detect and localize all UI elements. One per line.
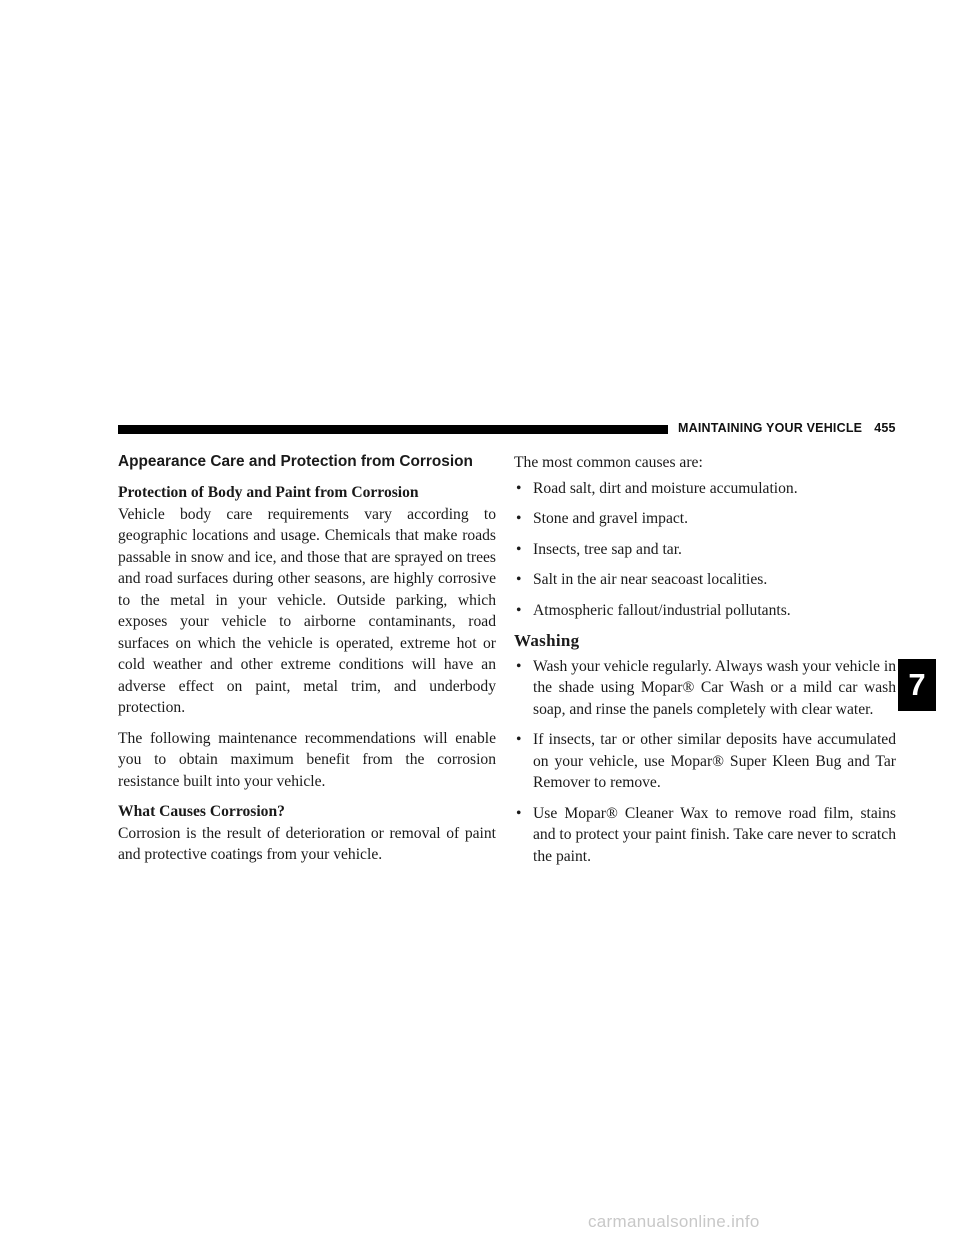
protection-heading: Protection of Body and Paint from Corrosion <box>118 484 419 501</box>
page-number: 455 <box>874 421 896 435</box>
list-item: • Insects, tree sap and tar. <box>514 539 896 561</box>
list-item: • Salt in the air near seacoast localities. <box>514 569 896 591</box>
watermark: carmanualsonline.info <box>588 1212 760 1231</box>
list-item: • Stone and gravel impact. <box>514 508 896 530</box>
causes-list <box>514 478 896 622</box>
header-rule <box>118 425 668 434</box>
section-title: Appearance Care and Protection from Corrosion <box>118 453 473 470</box>
list-item: • If insects, tar or other similar deposits have accumulated on your vehicle, use Mopar® Super Kleen Bug and Tar Remover to remove. <box>514 729 896 794</box>
washing-heading: Washing <box>514 631 580 650</box>
right-column <box>514 452 896 876</box>
list-item: • Wash your vehicle regularly. Always wash your vehicle in the shade using Mopar® Car Wash or a mild car wash soap, and rinse the panels completely with clear water. <box>514 656 896 721</box>
chapter-tab: 7 <box>898 659 936 711</box>
causes-paragraph: Corrosion is the result of deterioration or removal of paint and protective coatings from your vehicle. <box>118 824 496 863</box>
causes-heading: What Causes Corrosion? <box>118 803 285 820</box>
chapter-title: MAINTAINING YOUR VEHICLE <box>678 421 863 435</box>
protection-paragraph: Vehicle body care requirements vary according to geographic locations and usage. Chemicals that make roads passable in snow and ice, and those that are sprayed on trees and road surfaces during other seasons, are highly corrosive to the metal in your vehicle. Outside parking, which exposes your vehicle to airborne contaminants, road surfaces on which the vehicle is operated, extreme hot or cold weather and other extreme conditions will have an adverse effect on paint, metal trim, and underbody protection. <box>118 505 496 716</box>
recommendations-paragraph: The following maintenance recommendations will enable you to obtain maximum benefit from the corrosion resistance built into your vehicle. <box>118 729 496 790</box>
list-item: • Atmospheric fallout/industrial pollutants. <box>514 600 896 622</box>
washing-list <box>514 656 896 868</box>
running-head <box>678 421 896 435</box>
list-item: • Road salt, dirt and moisture accumulation. <box>514 478 896 500</box>
causes-intro: The most common causes are: <box>514 454 703 471</box>
list-item: • Use Mopar® Cleaner Wax to remove road film, stains and to protect your paint finish. Take care never to scratch the paint. <box>514 803 896 868</box>
left-column <box>118 452 496 875</box>
